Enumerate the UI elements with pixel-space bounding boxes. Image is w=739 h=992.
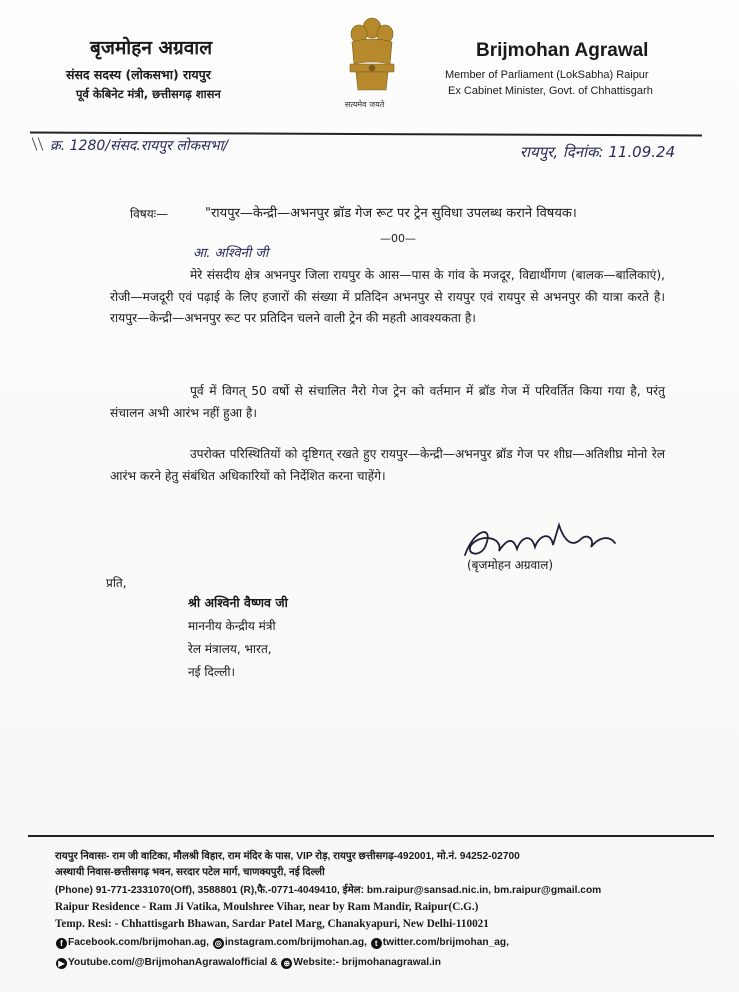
national-emblem-icon <box>342 14 402 96</box>
letterhead-english-former-post: Ex Cabinet Minister, Govt. of Chhattisgarh <box>448 85 653 97</box>
website-link[interactable]: Website:- brijmohanagrawal.in <box>293 957 441 968</box>
divider-tick <box>32 137 38 150</box>
youtube-icon: ▶ <box>56 958 67 969</box>
letter-date: रायपुर, दिनांक: 11.09.24 <box>520 143 676 161</box>
footer-raipur-address-english: Raipur Residence - Ram Ji Vatika, Moulshree Vihar, near by Ram Mandir, Raipur(C.G.) <box>55 901 479 913</box>
letterhead-english-designation: Member of Parliament (LokSabha) Raipur <box>445 69 649 81</box>
divider-tick <box>38 137 44 150</box>
letterhead-hindi-name: बृजमोहन अग्रवाल <box>90 37 213 59</box>
recipient-title: माननीय केन्द्रीय मंत्री <box>188 619 276 633</box>
twitter-icon: t <box>371 938 382 949</box>
facebook-link[interactable]: Facebook.com/brijmohan.ag, <box>68 937 209 948</box>
footer-raipur-address-hindi: रायपुर निवासः- राम जी वाटिका, मौलश्री विहार, राम मंदिर के पास, VIP रोड़, रायपुर छत्तीसगढ़-492001, मो.नं. 94252-02700 <box>55 851 520 862</box>
subject-text: "रायपुर—केन्द्री—अभनपुर ब्रॉड गेज रूट पर ट्रेन सुविधा उपलब्ध कराने विषयक। <box>205 206 577 221</box>
footer-delhi-address-hindi: अस्थायी निवास-छत्तीसगढ़ भवन, सरदार पटेल मार्ग, चाणक्यपुरी, नई दिल्ली <box>55 867 325 878</box>
emblem-motto: सत्यमेव जयते <box>345 100 385 109</box>
footer-web-links <box>55 957 441 969</box>
instagram-link[interactable]: instagram.com/brijmohan.ag, <box>224 937 367 948</box>
footer-divider <box>28 835 714 837</box>
letterhead-english-name: Brijmohan Agrawal <box>476 40 649 61</box>
instagram-icon: ◎ <box>213 938 224 949</box>
body-paragraph <box>110 444 665 487</box>
paragraph-text: पूर्व में विगत् 50 वर्षो से संचालित नैरो गेज ट्रेन को वर्तमान में ब्रॉड गेज में परिवर्तित किया गया है, परंतु संचालन अभी आरंभ नहीं हुआ है। <box>110 384 665 420</box>
paragraph-text: उपरोक्त परिस्थितियों को दृष्टिगत् रखते हुए रायपुर—केन्द्री—अभनपुर ब्रॉड गेज पर शीघ्र—अतिशीघ्र मोनो रेल आरंभ करने हेतु संबंधित अधिकारियों को निर्देशित करना चाहेंगे। <box>110 447 665 483</box>
body-paragraph <box>110 381 665 424</box>
youtube-link[interactable]: Youtube.com/@BrijmohanAgrawalofficial & <box>68 957 278 968</box>
signatory-name: (बृजमोहन अग्रवाल) <box>467 558 554 572</box>
subject-label: विषयः— <box>130 207 169 221</box>
paragraph-text: मेरे संसदीय क्षेत्र अभनपुर जिला रायपुर के आस—पास के गांव के मजदूर, विद्यार्थीगण (बालक—बालिकाएं), रोजी—मजदूरी एवं पढ़ाई के लिए हजारों की संख्या में प्रतिदिन अभनपुर से रायपुर एवं रायपुर से अभनपुर की यात्रा करते है। रायपुर—केन्द्री—अभनपुर रूट पर प्रतिदिन चलने वाली ट्रेन की महती आवश्यकता है। <box>110 268 665 325</box>
letterhead-hindi-former-post: पूर्व केबिनेट मंत्री, छत्तीसगढ़ शासन <box>76 87 221 101</box>
twitter-link[interactable]: twitter.com/brijmohan_ag, <box>382 937 509 948</box>
subject-divider: —00— <box>380 232 416 245</box>
recipient-city: नई दिल्ली। <box>188 665 236 679</box>
recipient-name: श्री अश्विनी वैष्णव जी <box>188 595 288 610</box>
globe-icon: ⊕ <box>281 958 292 969</box>
body-paragraph <box>110 265 665 330</box>
footer-delhi-address-english: Temp. Resi: - Chhattisgarh Bhawan, Sardar Patel Marg, Chanakyapuri, New Delhi-110021 <box>55 918 489 930</box>
reference-number: क्र. 1280/संसद.रायपुर लोकसभा/ <box>50 138 228 154</box>
facebook-icon: f <box>56 938 67 949</box>
recipient-prefix: प्रति, <box>106 576 127 590</box>
recipient-ministry: रेल मंत्रालय, भारत, <box>188 642 272 656</box>
footer-social-links <box>55 937 509 949</box>
footer-contact: (Phone) 91-771-2331070(Off), 3588801 (R),फै.-0771-4049410, ईमेल: bm.raipur@sansad.nic.in, bm.raipur@gmail.com <box>55 885 602 896</box>
letterhead-hindi-designation: संसद सदस्य (लोकसभा) रायपुर <box>66 67 211 82</box>
salutation: आ. अश्विनी जी <box>193 246 269 261</box>
